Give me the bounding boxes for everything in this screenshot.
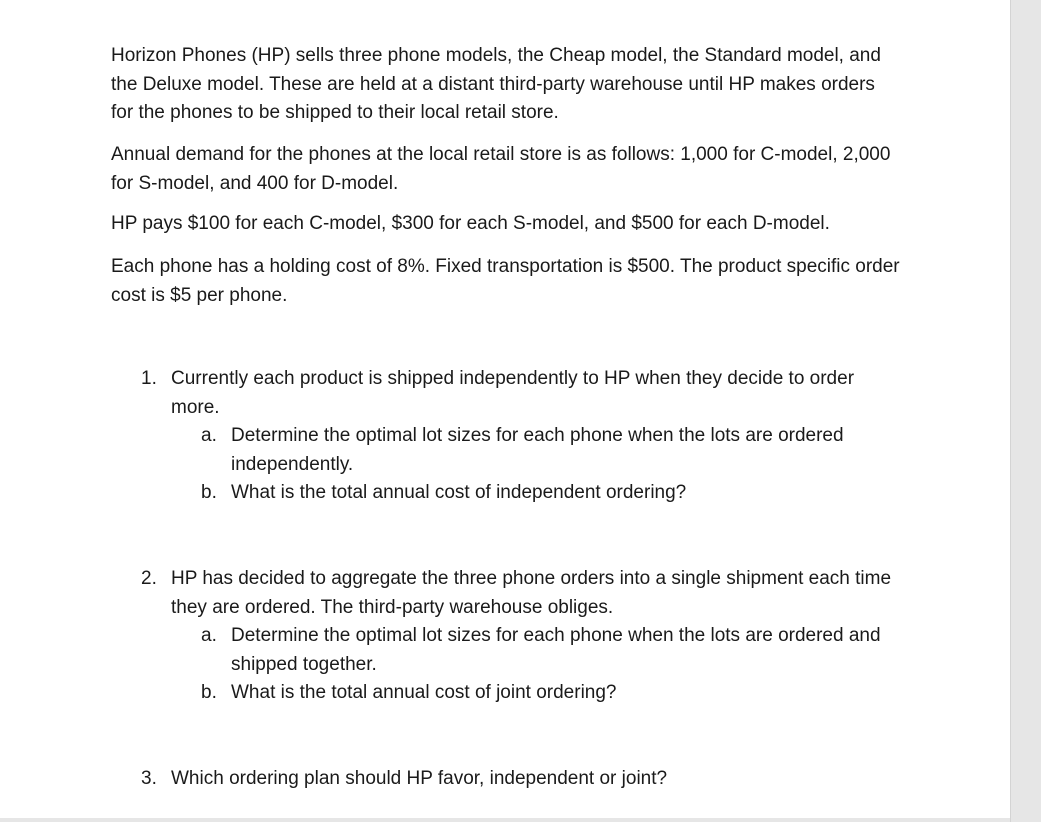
question-number: 3. — [141, 768, 157, 789]
question-2b — [201, 679, 901, 708]
question-text: HP has decided to aggregate the three phone orders into a single shipment each time they are ordered. The third-party warehouse obliges. — [171, 568, 892, 618]
subquestion-text: What is the total annual cost of joint ordering? — [231, 682, 617, 703]
page-bottom-edge — [0, 818, 1010, 822]
price-paragraph: HP pays $100 for each C-model, $300 for each S-model, and $500 for each D-model. — [111, 213, 830, 234]
question-1a — [201, 422, 901, 479]
question-2 — [141, 565, 901, 622]
subquestion-letter: a. — [201, 425, 217, 446]
question-3 — [141, 765, 901, 794]
intro-paragraph: Horizon Phones (HP) sells three phone models, the Cheap model, the Standard model, and the Deluxe model. These are held at a distant third-party warehouse until HP makes orders for the phones to be shipped to their local retail store. — [111, 45, 881, 123]
subquestion-letter: b. — [201, 482, 217, 503]
question-number: 2. — [141, 568, 157, 589]
question-1 — [141, 365, 901, 422]
question-number: 1. — [141, 368, 157, 389]
subquestion-letter: b. — [201, 682, 217, 703]
demand-paragraph: Annual demand for the phones at the local retail store is as follows: 1,000 for C-model, 2,000 for S-model, and 400 for D-model. — [111, 144, 891, 194]
subquestion-text: Determine the optimal lot sizes for each phone when the lots are ordered independently. — [231, 425, 844, 475]
question-text: Which ordering plan should HP favor, independent or joint? — [171, 768, 668, 789]
question-2a — [201, 622, 901, 679]
subquestion-text: What is the total annual cost of independent ordering? — [231, 482, 687, 503]
subquestion-text: Determine the optimal lot sizes for each phone when the lots are ordered and shipped together. — [231, 625, 881, 675]
question-1b — [201, 479, 901, 508]
vertical-scrollbar[interactable] — [1010, 0, 1041, 822]
question-text: Currently each product is shipped independently to HP when they decide to order more. — [171, 368, 855, 418]
cost-paragraph: Each phone has a holding cost of 8%. Fixed transportation is $500. The product specific order cost is $5 per phone. — [111, 256, 900, 306]
subquestion-letter: a. — [201, 625, 217, 646]
